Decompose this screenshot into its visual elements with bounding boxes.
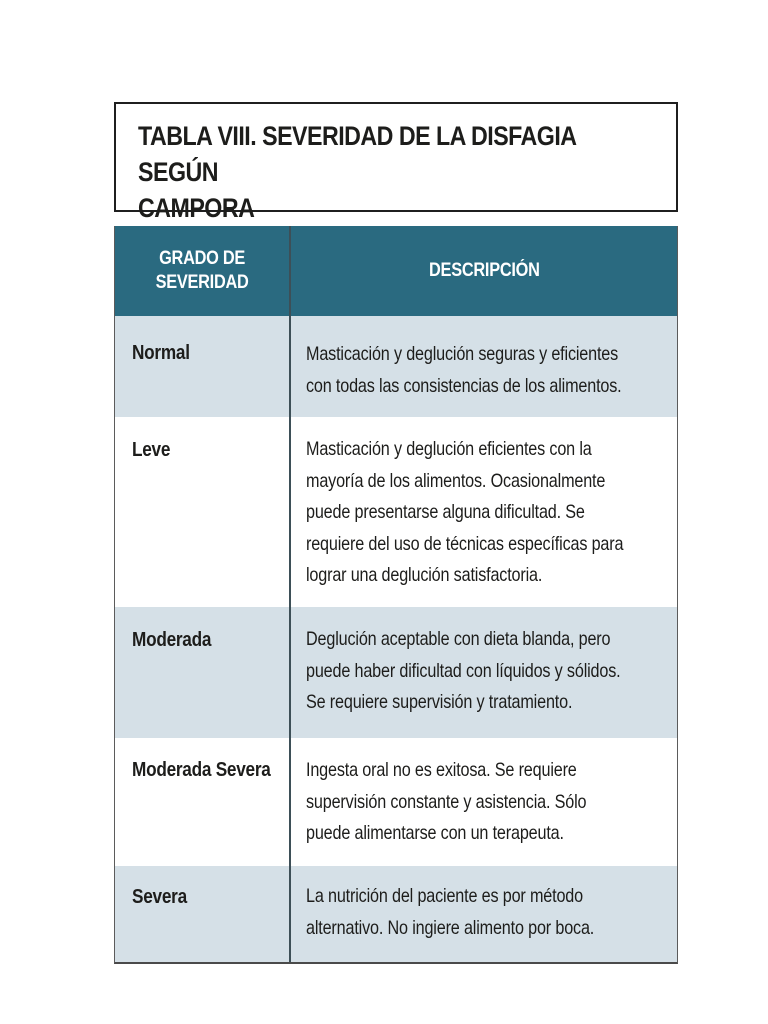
grade-cell: Severa [132,886,187,908]
description-cell: Ingesta oral no es exitosa. Se requiere supervisión constante y asistencia. Sólo puede alimentarse con un terapeuta. [306,759,587,844]
grade-cell: Moderada Severa [132,759,271,781]
column-divider [289,226,291,962]
header-grade-label: GRADO DE SEVERIDAD [155,248,249,293]
grade-cell: Leve [132,439,171,461]
severity-table [114,226,678,964]
table-row [115,316,677,417]
header-description-label: DESCRIPCIÓN [428,260,540,281]
table-title-box [114,102,678,223]
table-row [115,866,677,962]
grade-cell: Moderada [132,629,212,651]
header-description-cell [291,226,677,316]
table-row [115,738,677,866]
table-row [115,417,677,607]
table-row [115,607,677,738]
table-title: TABLA VIII. SEVERIDAD DE LA DISFAGIA SEGÚN CAMPORA [138,121,576,223]
table-header-row [115,226,677,316]
grade-cell: Normal [132,342,190,364]
header-grade-cell [115,226,289,316]
description-cell: Masticación y deglución eficientes con la mayoría de los alimentos. Ocasionalmente puede presentarse alguna dificultad. Se requiere del uso de técnicas específicas para lograr una deglución satisfactoria. [306,438,624,586]
description-cell: La nutrición del paciente es por método alternativo. No ingiere alimento por boca. [306,885,595,939]
description-cell: Masticación y deglución seguras y eficientes con todas las consistencias de los alimentos. [306,343,622,397]
description-cell: Deglución aceptable con dieta blanda, pero puede haber dificultad con líquidos y sólidos. Se requiere supervisión y tratamiento. [306,628,621,713]
